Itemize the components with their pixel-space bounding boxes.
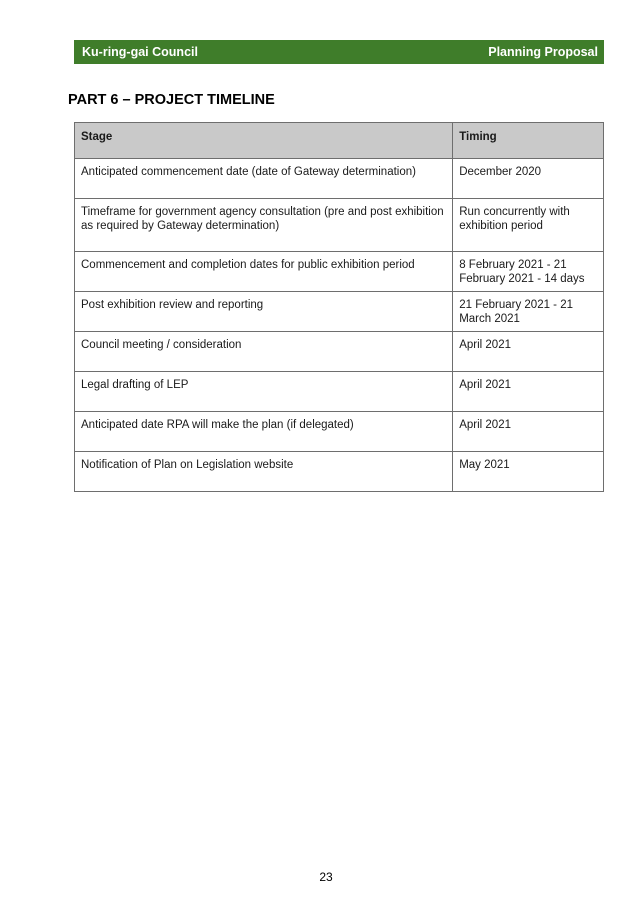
timing-cell: 8 February 2021 - 21 February 2021 - 14 days [453, 252, 604, 292]
column-header-stage: Stage [75, 123, 453, 159]
stage-cell: Anticipated date RPA will make the plan (if delegated) [75, 412, 453, 452]
table-row [75, 159, 604, 199]
timing-cell: April 2021 [453, 332, 604, 372]
stage-cell: Anticipated commencement date (date of Gateway determination) [75, 159, 453, 199]
table-row [75, 252, 604, 292]
table-row [75, 199, 604, 252]
document-header [74, 40, 604, 64]
section-title: PART 6 – PROJECT TIMELINE [68, 92, 275, 108]
stage-cell: Council meeting / consideration [75, 332, 453, 372]
table-row [75, 412, 604, 452]
stage-cell: Legal drafting of LEP [75, 372, 453, 412]
timing-cell: December 2020 [453, 159, 604, 199]
table-row [75, 292, 604, 332]
header-council-name: Ku-ring-gai Council [82, 45, 198, 59]
header-document-type: Planning Proposal [488, 45, 598, 59]
timing-cell: 21 February 2021 - 21 March 2021 [453, 292, 604, 332]
timing-cell: April 2021 [453, 372, 604, 412]
table-row [75, 452, 604, 492]
stage-cell: Notification of Plan on Legislation website [75, 452, 453, 492]
table-row [75, 372, 604, 412]
project-timeline-table [74, 122, 604, 492]
timing-cell: May 2021 [453, 452, 604, 492]
stage-cell: Timeframe for government agency consultation (pre and post exhibition as required by Gateway determination) [75, 199, 453, 252]
timing-cell: Run concurrently with exhibition period [453, 199, 604, 252]
page-number: 23 [319, 870, 333, 884]
stage-cell: Post exhibition review and reporting [75, 292, 453, 332]
stage-cell: Commencement and completion dates for public exhibition period [75, 252, 453, 292]
column-header-timing: Timing [453, 123, 604, 159]
table-header-row [75, 123, 604, 159]
timing-cell: April 2021 [453, 412, 604, 452]
table-row [75, 332, 604, 372]
